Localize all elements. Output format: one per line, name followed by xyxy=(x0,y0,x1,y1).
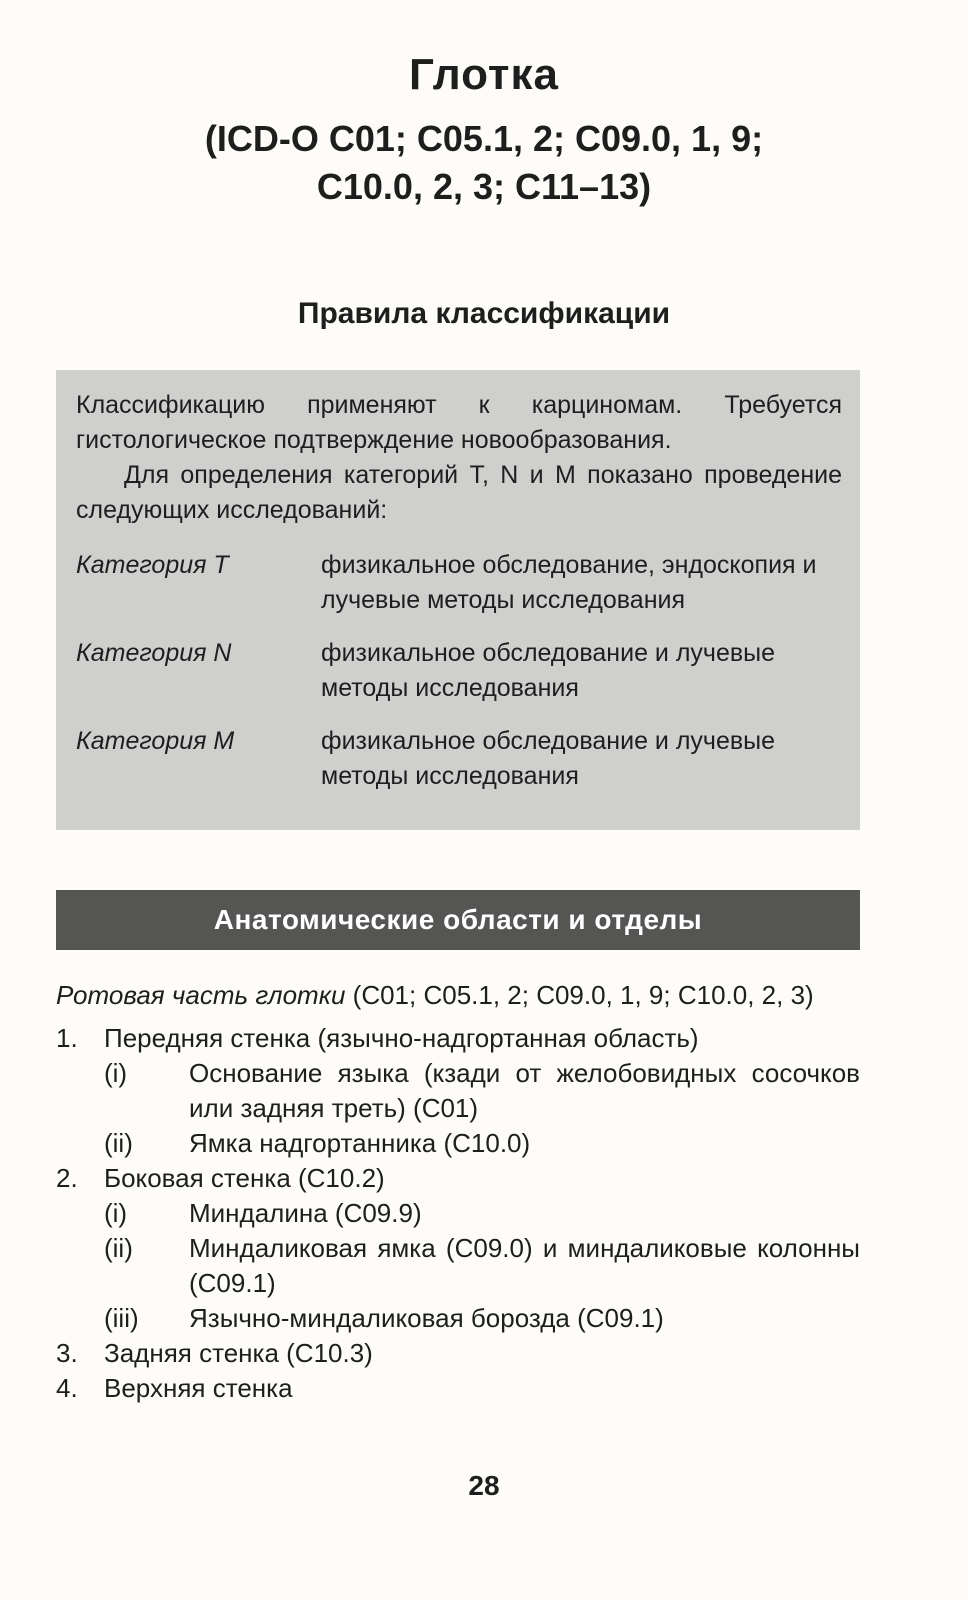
rules-paragraph-1: Классификацию применяют к карциномам. Требуется гистологическое подтверждение новообразования. xyxy=(76,391,842,454)
sub-list-item xyxy=(56,1196,860,1231)
sub-item-text: Основание языка (кзади от желобовидных сосочков или задняя треть) (C01) xyxy=(189,1058,860,1123)
list-item xyxy=(56,1021,860,1056)
sub-item-number: (i) xyxy=(104,1198,128,1228)
item-number: 4. xyxy=(56,1373,78,1403)
sub-list-item xyxy=(56,1301,860,1336)
list-item xyxy=(56,1336,860,1371)
category-label: Категория M xyxy=(76,727,235,755)
anatomy-section-heading: Анатомические области и отделы xyxy=(56,890,860,950)
sub-item-number: (ii) xyxy=(104,1128,133,1158)
rules-box xyxy=(56,370,860,830)
sub-item-text: Ямка надгортанника (C10.0) xyxy=(189,1128,531,1158)
category-description: физикальное обследование и лучевые методы исследования xyxy=(321,727,776,790)
page-number: 28 xyxy=(468,1470,500,1501)
page-title: Глотка xyxy=(409,50,559,99)
sub-item-number: (iii) xyxy=(104,1303,139,1333)
item-number: 2. xyxy=(56,1163,78,1193)
region-codes: (C01; C05.1, 2; C09.0, 1, 9; C10.0, 2, 3) xyxy=(345,980,814,1010)
subtitle-line-1: (ICD-O C01; C05.1, 2; C09.0, 1, 9; xyxy=(204,118,764,159)
category-description: физикальное обследование и лучевые методы исследования xyxy=(321,639,776,702)
sub-item-number: (i) xyxy=(104,1058,128,1088)
item-text: Передняя стенка (язычно-надгортанная область) xyxy=(104,1023,699,1053)
sub-list-item xyxy=(56,1056,860,1126)
rules-heading: Правила классификации xyxy=(297,297,671,330)
category-row-t xyxy=(76,548,842,618)
category-row-n xyxy=(76,636,842,706)
item-text: Боковая стенка (C10.2) xyxy=(104,1163,385,1193)
category-row-m xyxy=(76,724,842,794)
sub-list-item xyxy=(56,1126,860,1161)
item-text: Задняя стенка (C10.3) xyxy=(104,1338,373,1368)
icd-codes-subtitle xyxy=(0,115,968,211)
list-item xyxy=(56,1371,860,1406)
category-label: Категория T xyxy=(76,551,229,579)
item-number: 3. xyxy=(56,1338,78,1368)
region-name: Ротовая часть глотки xyxy=(56,980,346,1010)
subtitle-line-2: C10.0, 2, 3; C11–13) xyxy=(316,166,652,207)
region-title xyxy=(56,978,860,1013)
anatomy-content xyxy=(56,978,860,1406)
item-number: 1. xyxy=(56,1023,78,1053)
sub-item-text: Миндаликовая ямка (C09.0) и миндаликовые колонны (C09.1) xyxy=(189,1233,860,1298)
rules-paragraph-2: Для определения категорий T, N и M показано проведение следующих исследований: xyxy=(76,461,842,524)
sub-list-item xyxy=(56,1231,860,1301)
list-item xyxy=(56,1161,860,1196)
item-text: Верхняя стенка xyxy=(104,1373,293,1403)
sub-item-number: (ii) xyxy=(104,1233,133,1263)
sub-item-text: Язычно-миндаликовая борозда (C09.1) xyxy=(189,1303,664,1333)
category-description: физикальное обследование, эндоскопия и лучевые методы исследования xyxy=(321,551,817,614)
sub-item-text: Миндалина (C09.9) xyxy=(189,1198,422,1228)
category-label: Категория N xyxy=(76,639,232,667)
